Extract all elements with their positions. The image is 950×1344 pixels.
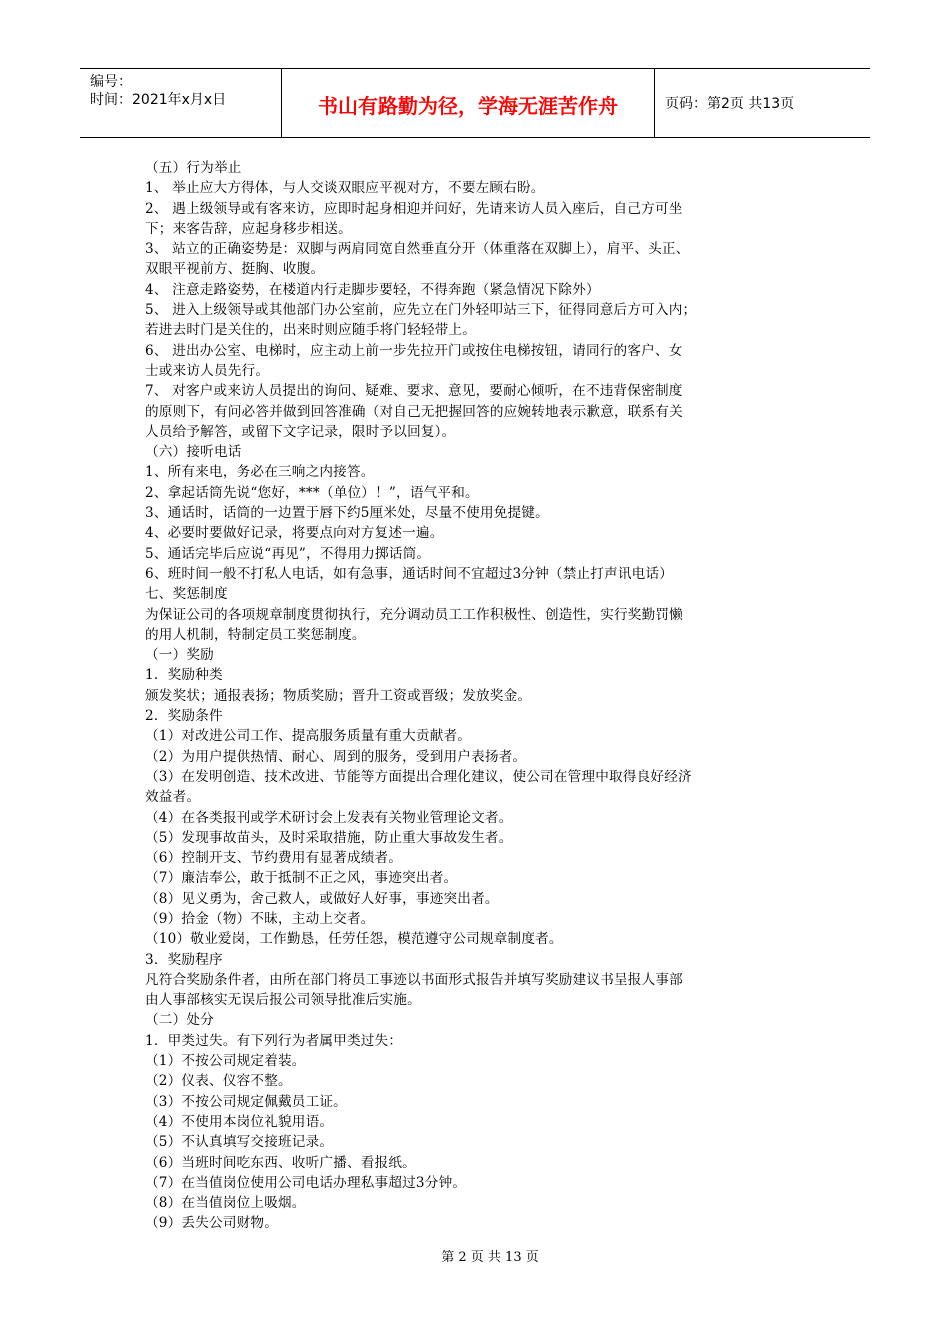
text-line: 4、必要时要做好记录，将要点向对方复述一遍。	[145, 525, 444, 542]
text-line: （1）不按公司规定着装。	[145, 1053, 306, 1070]
text-line: （6）控制开支、节约费用有显著成绩者。	[145, 850, 403, 867]
text-line: （3）不按公司规定佩戴员工证。	[145, 1093, 347, 1110]
text-line: 的用人机制，特制定员工奖惩制度。	[145, 626, 366, 643]
text-line: 3、 站立的正确姿势是：双脚与两肩同宽自然垂直分开（体重落在双脚上），肩平、头正、	[145, 241, 690, 258]
document-body	[145, 158, 805, 1234]
text-line: 7、 对客户或来访人员提出的询问、疑难、要求、意见，要耐心倾听，在不违背保密制度	[145, 383, 683, 400]
text-line: 3．奖励程序	[145, 951, 223, 968]
text-line: 若进去时门是关住的，出来时则应随手将门轻轻带上。	[145, 322, 477, 339]
header-meta-cell	[80, 69, 282, 137]
text-line: （五）行为举止	[145, 160, 242, 176]
text-line: 5、通话完毕后应说“再见”，不得用力掷话筒。	[145, 545, 431, 562]
text-line: （8）在当值岗位上吸烟。	[145, 1195, 306, 1212]
text-line: 凡符合奖励条件者，由所在部门将员工事迹以书面形式报告并填写奖励建议书呈报人事部	[145, 971, 683, 988]
page-footer: 第 2 页 共 13 页	[441, 1250, 539, 1265]
header-page-info: 页码：第2页 共13页	[665, 96, 795, 112]
text-line: （6）当班时间吃东西、收听广播、看报纸。	[145, 1154, 416, 1171]
text-line: 双眼平视前方、挺胸、收腹。	[145, 261, 325, 278]
text-line: （2）仪表、仪容不整。	[145, 1073, 292, 1090]
text-line: （2）为用户提供热情、耐心、周到的服务，受到用户表扬者。	[145, 748, 527, 765]
text-line: 1．奖励种类	[145, 667, 223, 684]
text-line: 6、班时间一般不打私人电话，如有急事，通话时间不宜超过3分钟（禁止打声讯电话）	[145, 565, 674, 582]
text-line: 1．甲类过失。有下列行为者属甲类过失：	[145, 1032, 403, 1049]
text-line: 下；来客告辞，应起身移步相送。	[145, 220, 352, 237]
text-line: 2．奖励条件	[145, 708, 223, 725]
text-line: （5）不认真填写交接班记录。	[145, 1134, 334, 1151]
text-line: （一）奖励	[145, 647, 214, 664]
text-line: 士或来访人员先行。	[145, 362, 270, 379]
text-line: 1、所有来电，务必在三响之内接答。	[145, 464, 375, 481]
text-line: 2、 遇上级领导或有客来访，应即时起身相迎并问好，先请来访人员入座后，自己方可坐	[145, 200, 683, 217]
text-line: 由人事部核实无误后报公司领导批准后实施。	[145, 992, 421, 1009]
text-line: （5）发现事故苗头，及时采取措施，防止重大事故发生者。	[145, 829, 513, 846]
text-line: 的原则下，有问必答并做到回答准确（对自己无把握回答的应婉转地表示歉意，联系有关	[145, 403, 683, 420]
text-line: 4、 注意走路姿势，在楼道内行走脚步要轻，不得奔跑（紧急情况下除外）	[145, 281, 600, 298]
text-line: 颁发奖状；通报表扬；物质奖励；晋升工资或晋级；发放奖金。	[145, 687, 532, 704]
text-line: 2、拿起话筒先说“您好，***（单位）！”，语气平和。	[145, 484, 479, 501]
text-line: （1）对改进公司工作、提高服务质量有重大贡献者。	[145, 728, 472, 745]
text-line: （二）处分	[145, 1012, 214, 1029]
page-header	[80, 68, 870, 138]
text-line: （9）拾金（物）不昧，主动上交者。	[145, 910, 375, 927]
text-line: 5、 进入上级领导或其他部门办公室前，应先立在门外轻叩站三下，征得同意后方可入内；	[145, 302, 697, 319]
document-number-label: 编号：	[90, 74, 132, 90]
text-line: （9）丢失公司财物。	[145, 1215, 278, 1232]
text-line: 3、通话时，话筒的一边置于唇下约5厘米处，尽量不使用免提键。	[145, 505, 549, 522]
text-line: （六）接听电话	[145, 444, 242, 461]
text-line: 6、 进出办公室、电梯时，应主动上前一步先拉开门或按住电梯按钮，请同行的客户、女	[145, 342, 683, 359]
text-line: （7）廉洁奉公，敢于抵制不正之风，事迹突出者。	[145, 870, 458, 887]
text-line: （7）在当值岗位使用公司电话办理私事超过3分钟。	[145, 1174, 467, 1191]
text-line: 效益者。	[145, 789, 201, 806]
text-line: （4）在各类报刊或学术研讨会上发表有关物业管理论文者。	[145, 809, 513, 826]
text-line: （3）在发明创造、技术改进、节能等方面提出合理化建议，使公司在管理中取得良好经济	[145, 768, 692, 785]
text-line: 为保证公司的各项规章制度贯彻执行，充分调动员工工作积极性、创造性，实行奖勤罚懒	[145, 606, 683, 623]
text-line: 1、 举止应大方得体，与人交谈双眼应平视对方，不要左顾右盼。	[145, 180, 545, 197]
text-line: （8）见义勇为，舍己救人，或做好人好事，事迹突出者。	[145, 890, 499, 907]
text-line: 人员给予解答，或留下文字记录，限时予以回复）。	[145, 423, 456, 440]
text-line: （4）不使用本岗位礼貌用语。	[145, 1113, 334, 1130]
header-motto: 书山有路勤为径，学海无涯苦作舟	[282, 69, 655, 137]
text-line: 七、奖惩制度	[145, 586, 228, 603]
text-line: （10）敬业爱岗，工作勤恳，任劳任怨，模范遵守公司规章制度者。	[145, 931, 563, 948]
document-date-label: 时间：2021年x月x日	[90, 92, 227, 108]
